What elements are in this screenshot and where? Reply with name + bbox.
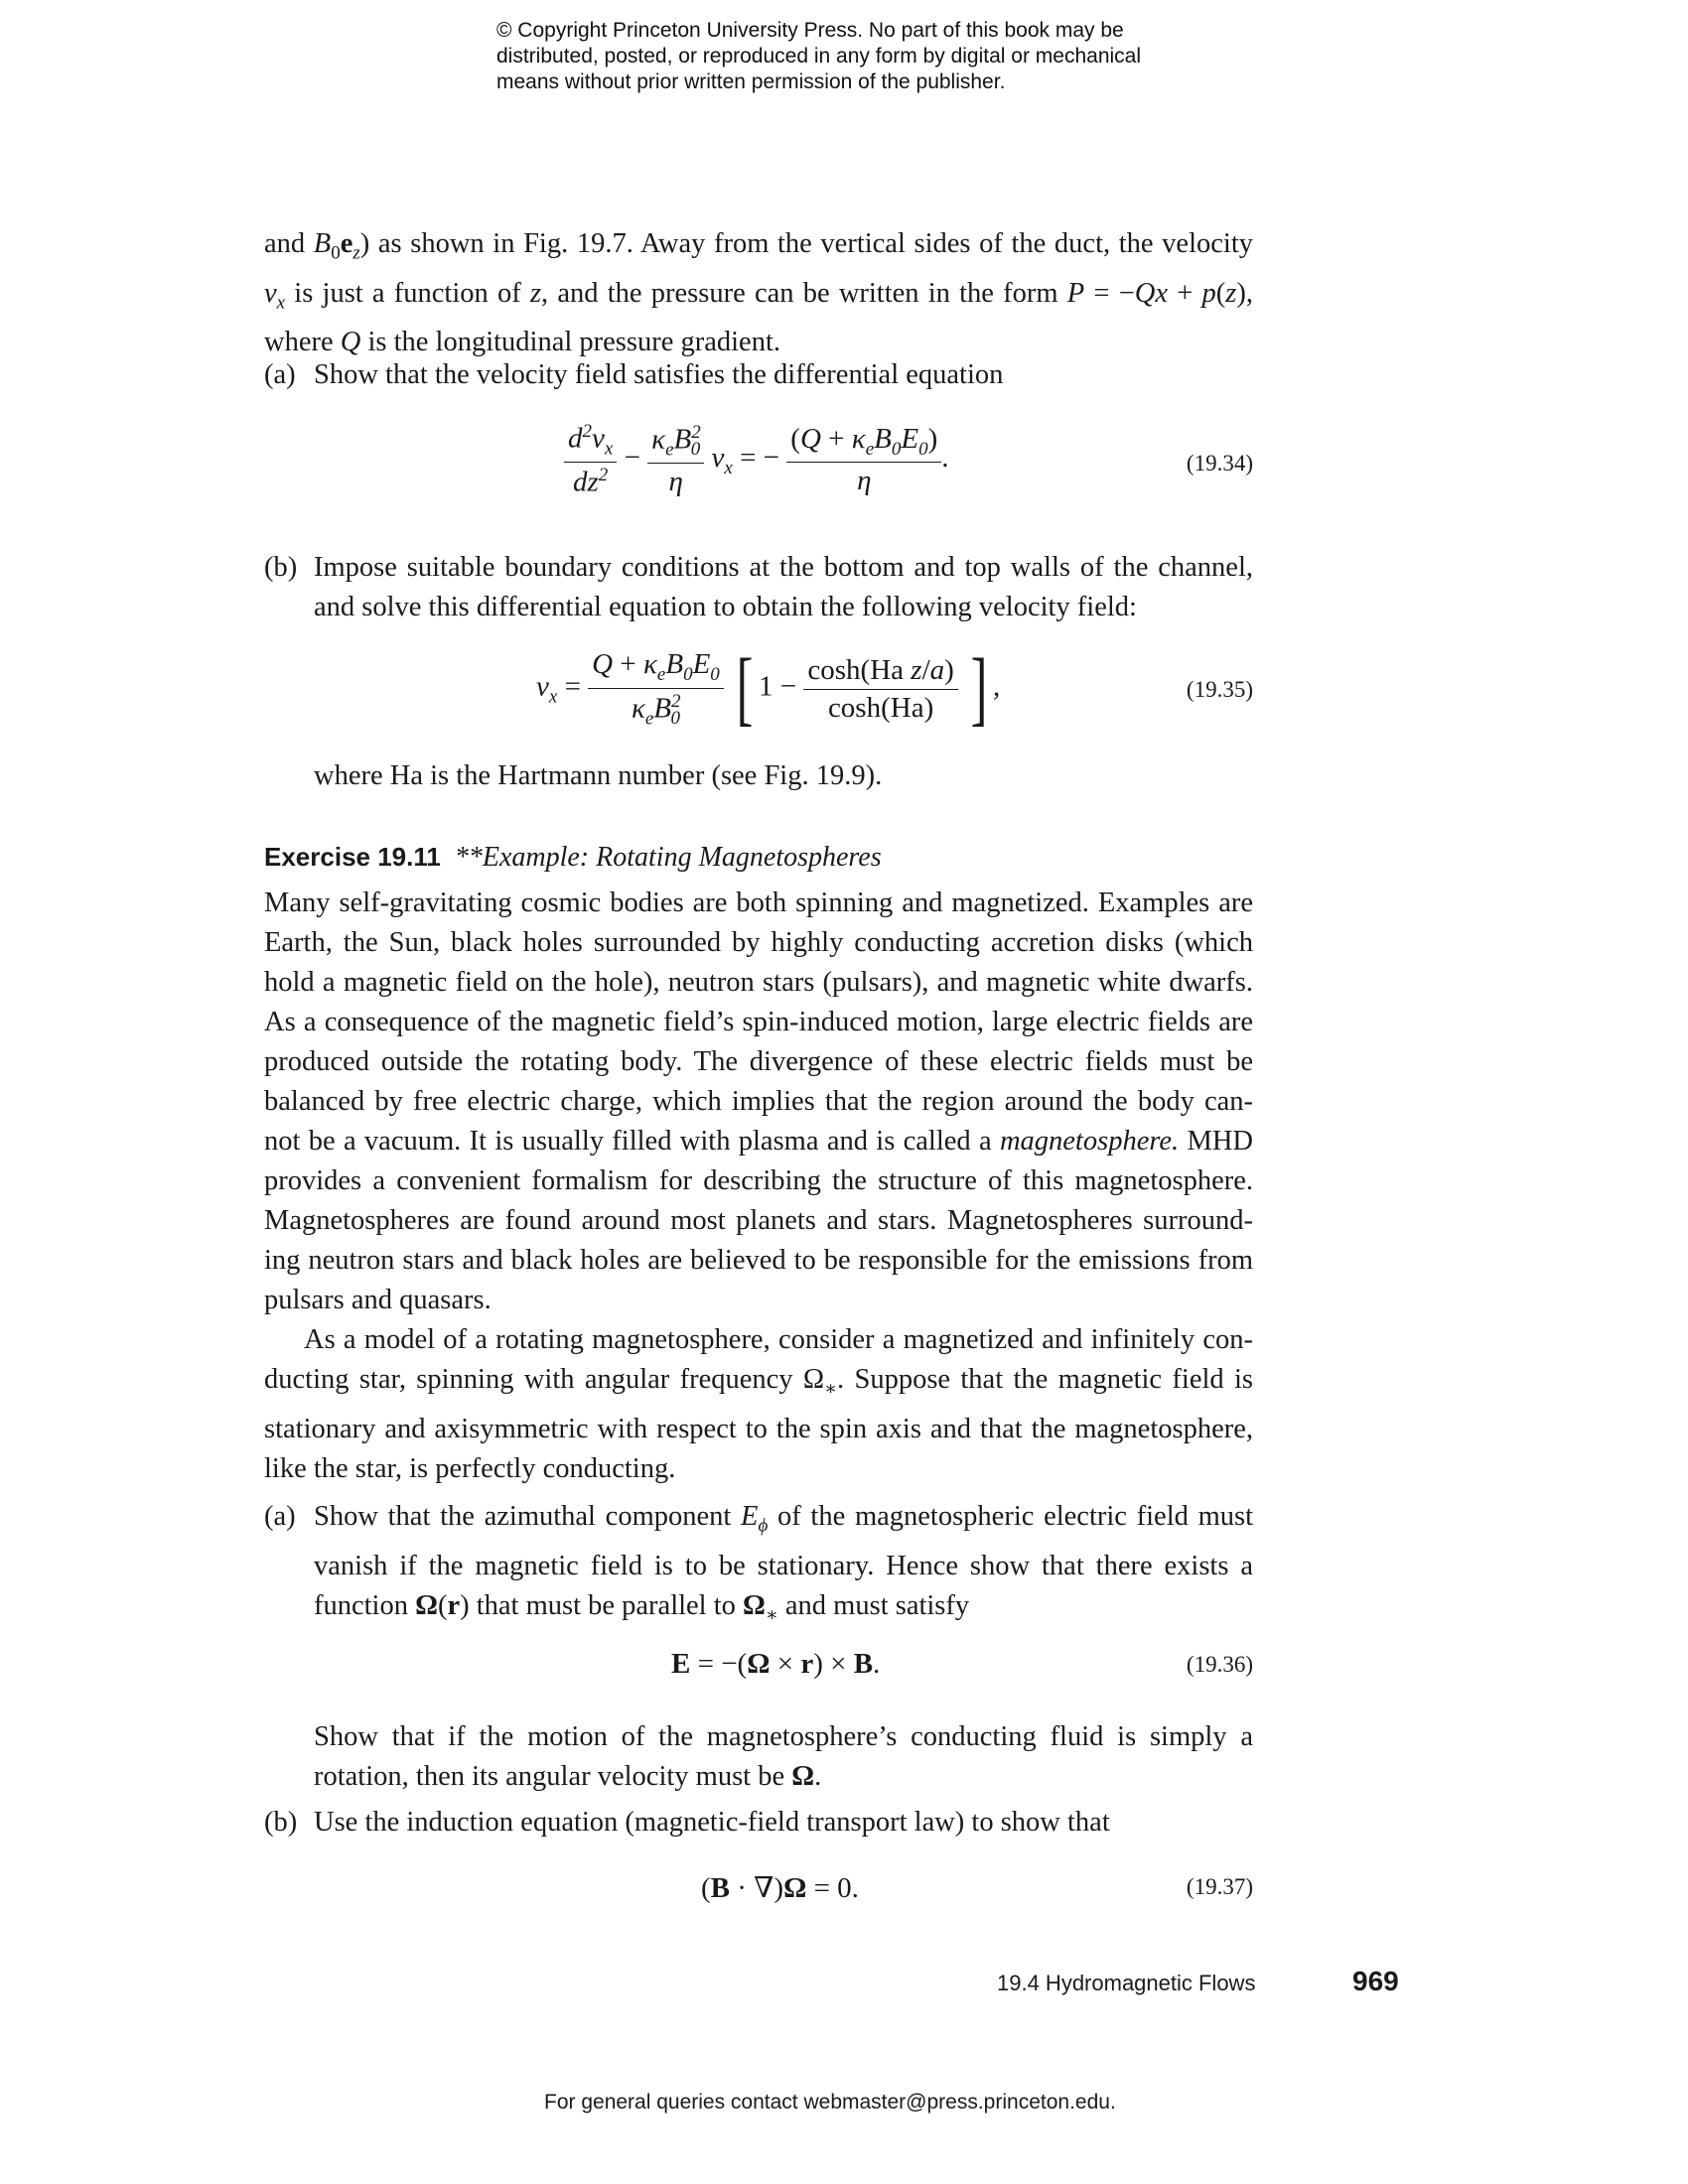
copyright-line: © Copyright Princeton University Press. No part of this book may be (496, 19, 1124, 42)
equation-number: (19.36) (1186, 1652, 1253, 1677)
equation-number: (19.37) (1186, 1874, 1253, 1899)
intro-paragraph: and $B_0e_z$) as shown in Fig. 19.7. Away from the vertical sides of the duct, the velocity $v_x$ is just a function of z, and the pressure can be written in the form P = −Qx + p(z), where Q is the longitudinal pressure gradient. (264, 228, 1253, 358)
running-footer: 19.4 Hydromagnetic Flows (997, 1971, 1256, 1995)
exercise-number: Exercise 19.11 (264, 842, 441, 872)
equation-19-37: (B · ∇)Ω = 0. (701, 1872, 859, 1904)
exercise-heading (264, 842, 882, 874)
item-label: (b) (264, 552, 298, 583)
equation-19-34: $\frac{d^2v_x}{dz^2}$ − $\frac{\kappa_eB^2_0}{\eta}$ $v_x$ = − $\frac{(Q + \kappa_eB_0E_0)}{\eta}$ . (564, 421, 948, 499)
equation-19-36: E = −(Ω × r) × B. (671, 1648, 881, 1680)
paragraph-magnetospheres: Many self-gravitating cosmic bodies are both spinning and magnetized. Examples are Earth, the Sun, black holes surrounded by highly conducting accretion disks (which hold a magnetic field on the hole), neutron stars (pulsars), and magnetic white dwarfs. As a consequence of the magnetic field’s spin-induced motion, large electric fields are produced outside the rotating body. The divergence of these electric fields must be balanced by free electric charge, which implies that the region around the body can- not be a vacuum. It is usually filled with plasma and is called a magnetosphere. MHD provides a convenient formalism for describing the structure of this magnetosphere. Magnetospheres are found around most planets and stars. Magnetospheres surround- ing neutron stars and black holes are believed to be responsible for the emissions from pulsars and quasars. (264, 887, 1253, 1315)
copyright-line: distributed, posted, or reproduced in any form by digital or mechanical (496, 45, 1142, 68)
equation-19-35: $v_x$ = $\frac{Q + \kappa_eB_0E_0}{\kappa_eB^2_0}$ [ 1 − $\frac{\text{cosh(Ha z/a)}}{\cosh(Ha)}$ ] , (536, 642, 1001, 735)
page-number: 969 (1352, 1966, 1399, 1996)
copyright-line: means without prior written permission of the publisher. (496, 70, 1006, 93)
exercise-title: **Example: Rotating Magnetospheres (454, 842, 882, 873)
copyright-notice (496, 18, 1211, 95)
item-label: (b) (264, 1807, 298, 1838)
item-label: (a) (264, 359, 296, 390)
item-label: (a) (264, 1501, 296, 1532)
equation-number: (19.35) (1186, 677, 1253, 702)
paragraph-model: As a model of a rotating magnetosphere, consider a magnetized and infinitely con- ducting star, spinning with angular frequency $\Omega_∗$. Suppose that the magnetic field is stationary and axisymmetric with respect to the spin axis and that the magnetosphere, like the star, is perfectly conducting. (264, 1324, 1253, 1484)
equation-number: (19.34) (1186, 451, 1253, 476)
contact-note: For general queries contact webmaster@press.princeton.edu. (544, 2091, 1116, 2114)
